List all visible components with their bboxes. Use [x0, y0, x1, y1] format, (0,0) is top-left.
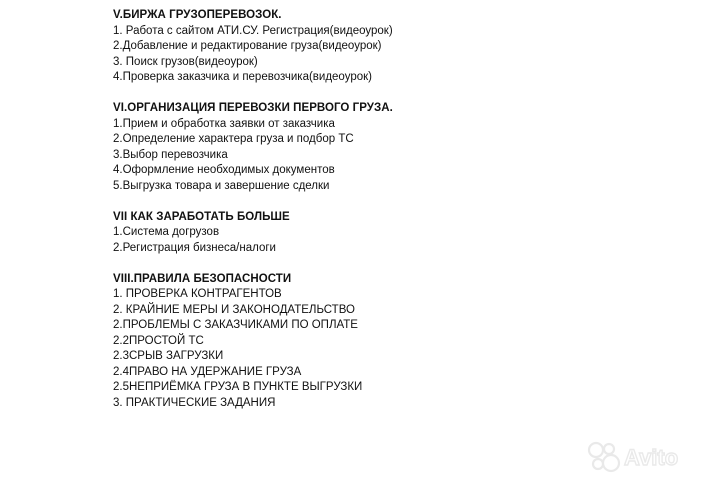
avito-watermark — [586, 436, 706, 476]
list-item: 5.Выгрузка товара и завершение сделки — [113, 179, 330, 192]
list-item: 4.Оформление необходимых документов — [113, 164, 335, 176]
section-heading: V.БИРЖА ГРУЗОПЕРЕВОЗОК. — [113, 9, 282, 21]
list-item: 2.ПРОБЛЕМЫ С ЗАКАЗЧИКАМИ ПО ОПЛАТЕ — [113, 319, 358, 331]
avito-logo-icon — [589, 443, 619, 471]
section-heading: VI.ОРГАНИЗАЦИЯ ПЕРЕВОЗКИ ПЕРВОГО ГРУЗА. — [113, 102, 393, 114]
list-item: 2.4ПРАВО НА УДЕРЖАНИЕ ГРУЗА — [113, 365, 302, 378]
list-item: 1. ПРОВЕРКА КОНТРАГЕНТОВ — [113, 288, 282, 300]
list-item: 2.3СРЫВ ЗАГРУЗКИ — [113, 350, 224, 362]
watermark-text: Avito — [624, 445, 679, 470]
list-item: 3.Выбор перевозчика — [113, 148, 228, 161]
list-item: 2. КРАЙНИЕ МЕРЫ И ЗАКОНОДАТЕЛЬСТВО — [113, 303, 355, 316]
list-item: 2.Регистрация бизнеса/налоги — [113, 241, 276, 254]
section-heading: VIII.ПРАВИЛА БЕЗОПАСНОСТИ — [113, 272, 292, 285]
list-item: 2.2ПРОСТОЙ ТС — [113, 334, 204, 347]
section-safety-rules — [113, 272, 673, 412]
list-item: 2.Определение характера груза и подбор ТС — [113, 133, 354, 145]
section-gap — [113, 194, 673, 210]
list-item: 2.Добавление и редактирование груза(видеоурок) — [113, 40, 382, 52]
document-body — [113, 8, 673, 411]
section-heading: VII КАК ЗАРАБОТАТЬ БОЛЬШЕ — [113, 210, 290, 223]
list-item: 1. Работа с сайтом АТИ.СУ. Регистрация(видеоурок) — [113, 24, 393, 37]
list-item: 1.Система догрузов — [113, 226, 220, 238]
section-gap — [113, 256, 673, 272]
list-item: 3. Поиск грузов(видеоурок) — [113, 55, 258, 68]
list-item: 4.Проверка заказчика и перевозчика(видеоурок) — [113, 71, 372, 83]
section-gap — [113, 86, 673, 102]
list-item: 2.5НЕПРИЁМКА ГРУЗА В ПУНКТЕ ВЫГРУЗКИ — [113, 381, 363, 393]
section-first-cargo — [113, 101, 673, 194]
section-earn-more — [113, 210, 673, 257]
section-exchange — [113, 8, 673, 86]
list-item: 3. ПРАКТИЧЕСКИЕ ЗАДАНИЯ — [113, 396, 276, 409]
list-item: 1.Прием и обработка заявки от заказчика — [113, 117, 335, 130]
